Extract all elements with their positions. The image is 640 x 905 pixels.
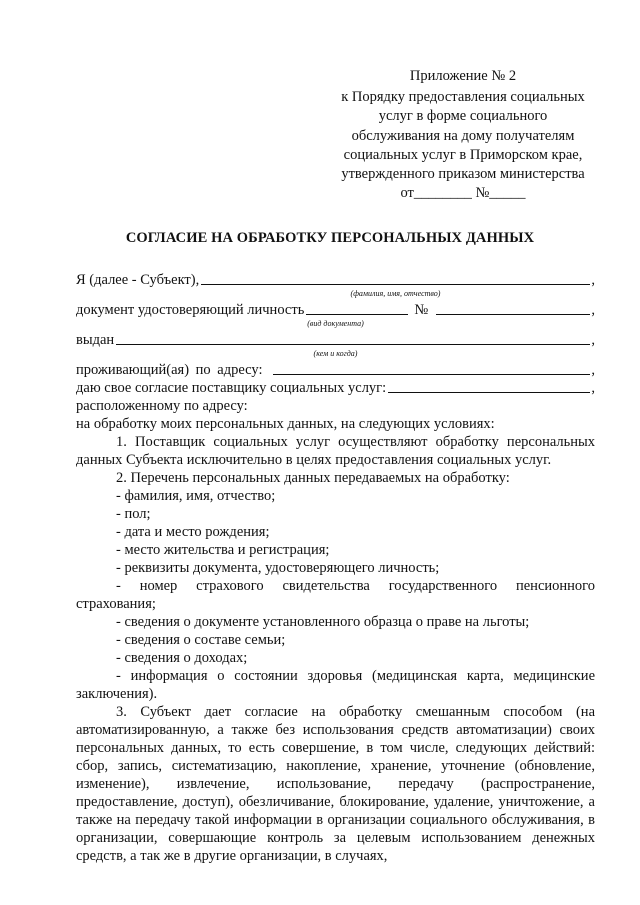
address-row bbox=[76, 361, 595, 379]
list-item: - сведения о документе установленного образца о праве на льготы; bbox=[116, 614, 530, 630]
document-body bbox=[76, 271, 595, 865]
issued-row bbox=[76, 331, 595, 349]
list-item: - место жительства и регистрация; bbox=[116, 542, 330, 558]
subject-name-row bbox=[76, 271, 595, 289]
appendix-number: Приложение № 2 bbox=[409, 68, 517, 84]
address-field[interactable] bbox=[273, 374, 591, 375]
list-item-pension: - номер страхового свидетельства государственного пенсионного страхования; bbox=[76, 578, 595, 612]
list-item: - сведения о составе семьи; bbox=[116, 632, 286, 648]
document-number-sign: № bbox=[414, 302, 429, 318]
document-title: СОГЛАСИЕ НА ОБРАБОТКУ ПЕРСОНАЛЬНЫХ ДАННЫХ bbox=[125, 230, 535, 246]
issued-field[interactable] bbox=[116, 344, 590, 345]
clause-1: 1. Поставщик социальных услуг осуществляют обработку персональных данных Субъекта исключительно в целях предоставления социальных услуг. bbox=[76, 434, 595, 468]
document-type-field[interactable] bbox=[306, 314, 408, 315]
list-item: - сведения о доходах; bbox=[116, 650, 248, 666]
list-item-health: - информация о состоянии здоровья (медицинская карта, медицинские заключения). bbox=[76, 668, 595, 702]
consent-label: даю свое согласие поставщику социальных услуг: bbox=[76, 380, 387, 396]
document-number-field[interactable] bbox=[436, 314, 590, 315]
issued-caption: (кем и когда) bbox=[313, 349, 358, 358]
document-label: документ удостоверяющий личность bbox=[76, 302, 305, 318]
subject-label: Я (далее - Субъект), bbox=[76, 272, 200, 288]
comma: , bbox=[591, 380, 595, 396]
address-label: проживающий(ая) по адресу: bbox=[76, 362, 263, 378]
appendix-date-number: от________ №_____ bbox=[400, 185, 526, 202]
comma: , bbox=[591, 302, 595, 318]
clause-3: 3. Субъект дает согласие на обработку смешанным способом (на автоматизированную, а также без использования средств автоматизации) своих персональных данных, то есть совершение, в том числе, следующих действий: сбор, запись, систематизацию, накопление, хранение, уточнение (обновление, изменение), извлечение, использование, передачу (распространение, предоставление, доступ), обезличивание, блокирование, удаление, уничтожение, а также на передачу такой информации в организации социального обслуживания, в организации, совершающие контроль за целевым использованием денежных средств, а так же в другие организации, в случаях, bbox=[76, 704, 595, 864]
provider-name-field[interactable] bbox=[388, 392, 590, 393]
comma: , bbox=[591, 272, 595, 288]
list-item: - реквизиты документа, удостоверяющего личность; bbox=[116, 560, 440, 576]
located-label: расположенному по адресу: bbox=[76, 398, 248, 414]
document-row bbox=[76, 301, 595, 319]
appendix-line: утвержденного приказом министерства bbox=[341, 166, 585, 183]
list-item: - пол; bbox=[116, 506, 151, 522]
issued-label: выдан bbox=[76, 332, 115, 348]
subject-caption: (фамилия, имя, отчество) bbox=[350, 289, 441, 298]
document-caption: (вид документа) bbox=[307, 319, 364, 328]
list-item: - дата и место рождения; bbox=[116, 524, 270, 540]
comma: , bbox=[591, 362, 595, 378]
list-item: - фамилия, имя, отчество; bbox=[116, 488, 276, 504]
subject-name-field[interactable] bbox=[201, 284, 590, 285]
appendix-line: обслуживания на дому получателям bbox=[351, 127, 575, 144]
consent-row bbox=[76, 379, 595, 397]
appendix-header bbox=[333, 67, 593, 203]
terms-intro: на обработку моих персональных данных, на следующих условиях: bbox=[76, 416, 495, 432]
appendix-line: социальных услуг в Приморском крае, bbox=[343, 146, 583, 163]
comma: , bbox=[591, 332, 595, 348]
appendix-line: услуг в форме социального bbox=[378, 108, 548, 125]
clause-2-title: 2. Перечень персональных данных передаваемых на обработку: bbox=[116, 470, 510, 486]
appendix-line: к Порядку предоставления социальных bbox=[341, 89, 585, 106]
